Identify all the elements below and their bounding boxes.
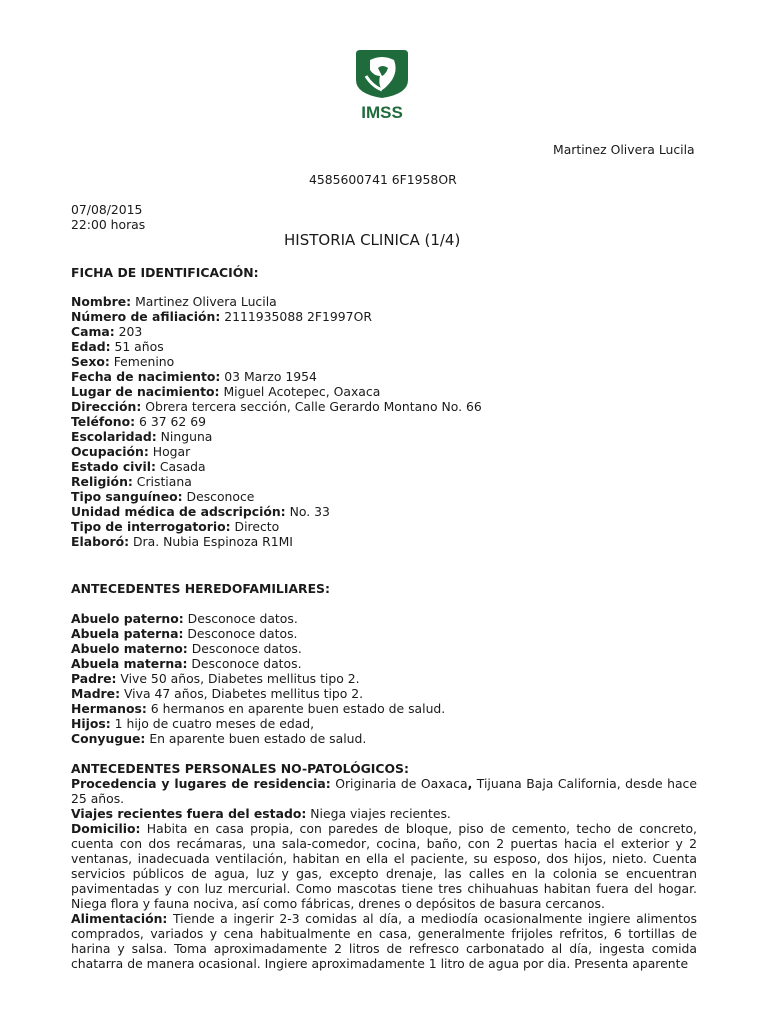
identificacion-field-row <box>71 354 697 369</box>
heredofamiliares-field-row <box>71 686 697 701</box>
heredofamiliares-field-row <box>71 656 697 671</box>
heredofamiliares-field-label: Abuelo materno: <box>71 641 188 656</box>
identificacion-field-label: Nombre: <box>71 294 132 309</box>
heredofamiliares-field-row <box>71 641 697 656</box>
affiliation-line: 4585600741 6F1958OR <box>309 172 457 187</box>
identificacion-field-row <box>71 309 697 324</box>
procedencia-comma: , <box>467 776 473 791</box>
heredofamiliares-field-value: En aparente buen estado de salud. <box>145 731 367 746</box>
identificacion-field-row <box>71 399 697 414</box>
heredofamiliares-field-value: Viva 47 años, Diabetes mellitus tipo 2. <box>120 686 364 701</box>
identificacion-field-label: Lugar de nacimiento: <box>71 384 220 399</box>
heredofamiliares-field-label: Abuela paterna: <box>71 626 184 641</box>
identificacion-field-value: Ninguna <box>156 429 213 444</box>
identificacion-field-label: Religión: <box>71 474 133 489</box>
identificacion-field-row <box>71 384 697 399</box>
identificacion-field-value: Dra. Nubia Espinoza R1MI <box>129 534 293 549</box>
identificacion-fields <box>71 294 697 549</box>
procedencia-value-1: Originaria de Oaxaca <box>330 776 468 791</box>
record-time: 22:00 horas <box>71 217 146 232</box>
identificacion-field-label: Tipo sanguíneo: <box>71 489 183 504</box>
identificacion-field-value: No. 33 <box>285 504 330 519</box>
identificacion-field-row <box>71 459 697 474</box>
section-heading-identificacion: FICHA DE IDENTIFICACIÓN: <box>71 265 259 280</box>
identificacion-field-row <box>71 444 697 459</box>
identificacion-field-value: 6 37 62 69 <box>135 414 207 429</box>
identificacion-field-label: Sexo: <box>71 354 110 369</box>
identificacion-field-label: Dirección: <box>71 399 142 414</box>
alimentacion-label: Alimentación: <box>71 911 168 926</box>
identificacion-field-value: 2111935088 2F1997OR <box>220 309 372 324</box>
identificacion-field-label: Unidad médica de adscripción: <box>71 504 286 519</box>
identificacion-field-label: Teléfono: <box>71 414 136 429</box>
identificacion-field-value: Martinez Olivera Lucila <box>131 294 277 309</box>
identificacion-field-value: Directo <box>230 519 280 534</box>
identificacion-field-label: Escolaridad: <box>71 429 157 444</box>
heredofamiliares-field-label: Abuela materna: <box>71 656 188 671</box>
alimentacion-paragraph <box>71 911 697 971</box>
identificacion-field-value: Hogar <box>148 444 191 459</box>
procedencia-paragraph <box>71 776 697 806</box>
heredofamiliares-field-label: Abuelo paterno: <box>71 611 184 626</box>
heredofamiliares-field-value: Desconoce datos. <box>183 626 298 641</box>
heredofamiliares-fields <box>71 611 697 746</box>
identificacion-field-value: Miguel Acotepec, Oaxaca <box>219 384 381 399</box>
identificacion-field-row <box>71 429 697 444</box>
heredofamiliares-field-value: Desconoce datos. <box>187 656 302 671</box>
identificacion-field-value: 203 <box>114 324 143 339</box>
viajes-value: Niega viajes recientes. <box>306 806 451 821</box>
document-title: HISTORIA CLINICA (1/4) <box>284 231 461 249</box>
identificacion-field-label: Edad: <box>71 339 111 354</box>
no-patologicos-fields <box>71 776 697 971</box>
section-heading-heredofamiliares: ANTECEDENTES HEREDOFAMILIARES: <box>71 581 330 596</box>
identificacion-field-row <box>71 504 697 519</box>
identificacion-field-value: 03 Marzo 1954 <box>220 369 317 384</box>
heredofamiliares-field-label: Conyugue: <box>71 731 146 746</box>
heredofamiliares-field-row <box>71 701 697 716</box>
identificacion-field-row <box>71 474 697 489</box>
heredofamiliares-field-row <box>71 611 697 626</box>
identificacion-field-row <box>71 414 697 429</box>
domicilio-value: Habita en casa propia, con paredes de bloque, piso de cemento, techo de concreto, cuenta con dos recámaras, una sala-comedor, cocina, baño, con 2 puertas hacia el exterior y 2 ventanas, inadecuada ventilación, habitan en ella el paciente, su esposo, dos hijos, nieto. Cuenta servicios públicos de agua, luz y gas, excepto drenaje, las calles en la colonia se encuentran pavimentadas y con luz mercurial. Como mascotas tiene tres chihuahuas habitan fuera del hogar. Niega flora y fauna nociva, así como fábricas, drenes o depósitos de basura cercanos. <box>71 821 697 911</box>
domicilio-label: Domicilio: <box>71 821 141 836</box>
identificacion-field-value: Casada <box>155 459 206 474</box>
procedencia-label: Procedencia y lugares de residencia: <box>71 776 331 791</box>
imss-logo <box>352 46 412 124</box>
section-heading-no-patologicos: ANTECEDENTES PERSONALES NO-PATOLÓGICOS: <box>71 761 409 776</box>
procedencia-value-2: Tijuana Baja California, desde hace 25 años. <box>71 776 697 806</box>
patient-name-header: Martinez Olivera Lucila <box>553 142 695 157</box>
identificacion-field-row <box>71 369 697 384</box>
identificacion-field-row <box>71 519 697 534</box>
identificacion-field-row <box>71 324 697 339</box>
heredofamiliares-field-label: Padre: <box>71 671 117 686</box>
identificacion-field-row <box>71 489 697 504</box>
heredofamiliares-field-row <box>71 716 697 731</box>
logo-text: IMSS <box>361 103 403 122</box>
heredofamiliares-field-row <box>71 671 697 686</box>
identificacion-field-value: Obrera tercera sección, Calle Gerardo Montano No. 66 <box>141 399 482 414</box>
identificacion-field-label: Número de afiliación: <box>71 309 221 324</box>
domicilio-paragraph <box>71 821 697 911</box>
heredofamiliares-field-row <box>71 731 697 746</box>
heredofamiliares-field-value: Vive 50 años, Diabetes mellitus tipo 2. <box>116 671 360 686</box>
record-date: 07/08/2015 <box>71 202 143 217</box>
heredofamiliares-field-value: 1 hijo de cuatro meses de edad, <box>110 716 315 731</box>
identificacion-field-label: Fecha de nacimiento: <box>71 369 221 384</box>
heredofamiliares-field-value: Desconoce datos. <box>187 641 302 656</box>
heredofamiliares-field-label: Hijos: <box>71 716 111 731</box>
identificacion-field-value: Femenino <box>109 354 175 369</box>
identificacion-field-row <box>71 294 697 309</box>
identificacion-field-label: Estado civil: <box>71 459 156 474</box>
heredofamiliares-field-row <box>71 626 697 641</box>
identificacion-field-row <box>71 534 697 549</box>
heredofamiliares-field-label: Hermanos: <box>71 701 147 716</box>
identificacion-field-value: 51 años <box>110 339 164 354</box>
identificacion-field-value: Cristiana <box>132 474 192 489</box>
heredofamiliares-field-label: Madre: <box>71 686 121 701</box>
identificacion-field-label: Ocupación: <box>71 444 149 459</box>
identificacion-field-label: Cama: <box>71 324 115 339</box>
viajes-label: Viajes recientes fuera del estado: <box>71 806 307 821</box>
identificacion-field-row <box>71 339 697 354</box>
identificacion-field-value: Desconoce <box>182 489 255 504</box>
viajes-row <box>71 806 697 821</box>
heredofamiliares-field-value: 6 hermanos en aparente buen estado de salud. <box>146 701 446 716</box>
heredofamiliares-field-value: Desconoce datos. <box>183 611 298 626</box>
identificacion-field-label: Tipo de interrogatorio: <box>71 519 231 534</box>
identificacion-field-label: Elaboró: <box>71 534 130 549</box>
alimentacion-value: Tiende a ingerir 2-3 comidas al día, a mediodía ocasionalmente ingiere alimentos comprados, variados y cena habitualmente en casa, generalmente frijoles refritos, 6 tortillas de harina y salsa. Toma aproximadamente 2 litros de refresco carbonatado al día, ingesta comida chatarra de manera ocasional. Ingiere aproximadamente 1 litro de agua por dia. Presenta aparente <box>71 911 697 971</box>
